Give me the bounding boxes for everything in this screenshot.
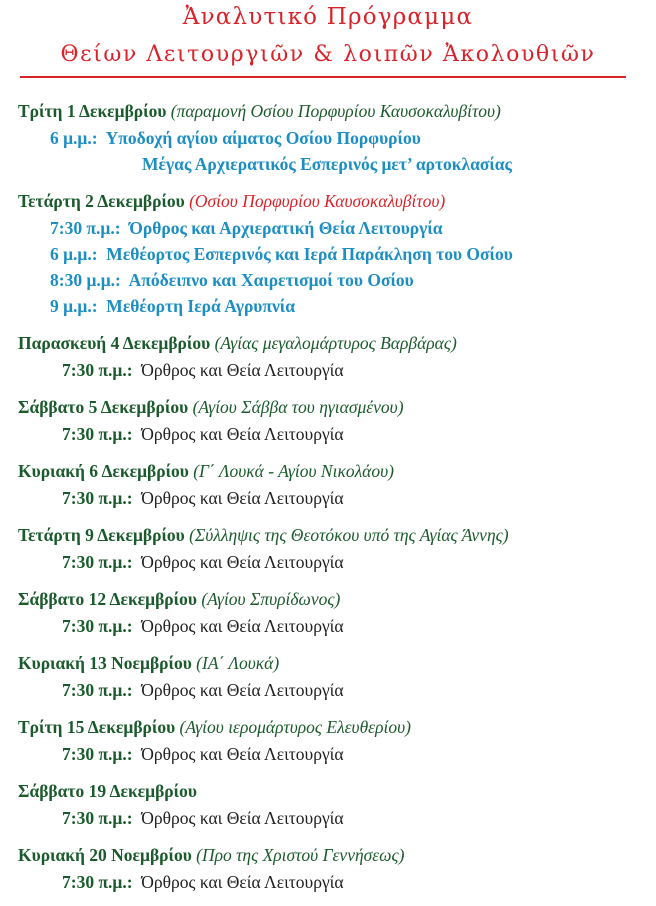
- service-time: 7:30 π.μ.:: [50, 218, 121, 238]
- day-feast: (Αγίας μεγαλομάρτυρος Βαρβάρας): [214, 333, 457, 353]
- day-feast: (Σύλληψις της Θεοτόκου υπό της Αγίας Άννης): [189, 525, 509, 545]
- day-feast: (Αγίου Σάββα του ηγιασμένου): [192, 397, 404, 417]
- service-item: [18, 267, 638, 293]
- day-name: Σάββατο 19 Δεκεμβρίου: [18, 781, 197, 801]
- schedule-day: [18, 778, 638, 831]
- day-feast: (Προ της Χριστού Γεννήσεως): [196, 845, 405, 865]
- service-item: [18, 805, 638, 831]
- service-item: [18, 357, 638, 383]
- service-item: [18, 485, 638, 511]
- service-time: 7:30 π.μ.:: [62, 552, 133, 572]
- service-item: [18, 293, 638, 319]
- service-time: 8:30 μ.μ.:: [50, 270, 121, 290]
- service-name: Απόδειπνο και Χαιρετισμοί του Οσίου: [128, 270, 414, 290]
- day-heading: [18, 330, 638, 357]
- service-name: Όρθρος και Θεία Λειτουργία: [141, 552, 344, 572]
- page-subtitle: Θείων Λειτουργιῶν & λοιπῶν Ἀκολουθιῶν: [60, 42, 596, 67]
- day-name: Σάββατο 5 Δεκεμβρίου: [18, 397, 189, 417]
- day-name: Κυριακή 20 Νοεμβρίου: [18, 845, 192, 865]
- day-feast: (Γ΄ Λουκά - Αγίου Νικολάου): [193, 461, 394, 481]
- day-name: Σάββατο 12 Δεκεμβρίου: [18, 589, 197, 609]
- schedule-day: [18, 650, 638, 703]
- schedule-list: [18, 98, 638, 906]
- schedule-day: [18, 522, 638, 575]
- service-time: 7:30 π.μ.:: [62, 488, 133, 508]
- day-heading: [18, 98, 638, 125]
- service-name: Όρθρος και Θεία Λειτουργία: [141, 744, 344, 764]
- service-time: 7:30 π.μ.:: [62, 680, 133, 700]
- service-name: Όρθρος και Θεία Λειτουργία: [141, 808, 344, 828]
- service-time: 7:30 π.μ.:: [62, 360, 133, 380]
- service-name: Μεθέορτος Εσπερινός και Ιερά Παράκληση του Οσίου: [106, 244, 513, 264]
- service-item: [18, 869, 638, 895]
- service-name: Όρθρος και Θεία Λειτουργία: [141, 488, 344, 508]
- service-time: 6 μ.μ.:: [50, 244, 98, 264]
- title-divider: [20, 76, 626, 78]
- service-name: Όρθρος και Θεία Λειτουργία: [141, 680, 344, 700]
- day-name: Τετάρτη 9 Δεκεμβρίου: [18, 525, 185, 545]
- service-time: 7:30 π.μ.:: [62, 424, 133, 444]
- day-heading: [18, 188, 638, 215]
- day-feast: (παραμονή Οσίου Πορφυρίου Καυσοκαλυβίτου): [170, 101, 501, 121]
- service-item: [18, 421, 638, 447]
- service-time: 7:30 π.μ.:: [62, 744, 133, 764]
- day-name: Τρίτη 1 Δεκεμβρίου: [18, 101, 167, 121]
- day-feast: (Αγίου Σπυρίδωνος): [201, 589, 341, 609]
- schedule-day: [18, 188, 638, 319]
- day-heading: [18, 650, 638, 677]
- service-time: 6 μ.μ.:: [50, 128, 98, 148]
- day-feast: (Οσίου Πορφυρίου Καυσοκαλυβίτου): [189, 191, 446, 211]
- day-heading: [18, 714, 638, 741]
- service-item: [18, 125, 638, 151]
- service-name: Όρθρος και Θεία Λειτουργία: [141, 872, 344, 892]
- service-name: Όρθρος και Αρχιερατική Θεία Λειτουργία: [129, 218, 443, 238]
- schedule-day: [18, 586, 638, 639]
- day-name: Κυριακή 6 Δεκεμβρίου: [18, 461, 189, 481]
- service-item: [18, 241, 638, 267]
- service-name: Όρθρος και Θεία Λειτουργία: [141, 616, 344, 636]
- day-heading: [18, 394, 638, 421]
- day-heading: [18, 522, 638, 549]
- day-name: Παρασκευή 4 Δεκεμβρίου: [18, 333, 211, 353]
- schedule-day: [18, 394, 638, 447]
- schedule-day: [18, 458, 638, 511]
- page-title: Ἀναλυτικό Πρόγραμμα: [182, 4, 474, 30]
- day-name: Κυριακή 13 Νοεμβρίου: [18, 653, 192, 673]
- schedule-day: [18, 714, 638, 767]
- day-name: Τρίτη 15 Δεκεμβρίου: [18, 717, 176, 737]
- service-time: 7:30 π.μ.:: [62, 872, 133, 892]
- service-name: Υποδοχή αγίου αίματος Οσίου Πορφυρίου: [105, 128, 421, 148]
- service-name: Όρθρος και Θεία Λειτουργία: [141, 424, 344, 444]
- service-item: [18, 741, 638, 767]
- schedule-day: [18, 330, 638, 383]
- service-time: 9 μ.μ.:: [50, 296, 98, 316]
- service-name: Μέγας Αρχιερατικός Εσπερινός μετ’ αρτοκλασίας: [142, 154, 512, 174]
- day-feast: (ΙΑ΄ Λουκά): [196, 653, 280, 673]
- schedule-day: [18, 98, 638, 177]
- day-heading: [18, 778, 638, 805]
- service-name: Όρθρος και Θεία Λειτουργία: [141, 360, 344, 380]
- service-item: [18, 677, 638, 703]
- day-heading: [18, 586, 638, 613]
- day-feast: (Αγίου ιερομάρτυρος Ελευθερίου): [179, 717, 411, 737]
- day-heading: [18, 842, 638, 869]
- service-item: [18, 613, 638, 639]
- schedule-day: [18, 842, 638, 895]
- service-time: 7:30 π.μ.:: [62, 616, 133, 636]
- service-item: [18, 215, 638, 241]
- day-name: Τετάρτη 2 Δεκεμβρίου: [18, 191, 185, 211]
- service-item: [18, 549, 638, 575]
- service-time: 7:30 π.μ.:: [62, 808, 133, 828]
- day-heading: [18, 458, 638, 485]
- service-item: [18, 151, 638, 177]
- service-name: Μεθέορτη Ιερά Αγρυπνία: [106, 296, 295, 316]
